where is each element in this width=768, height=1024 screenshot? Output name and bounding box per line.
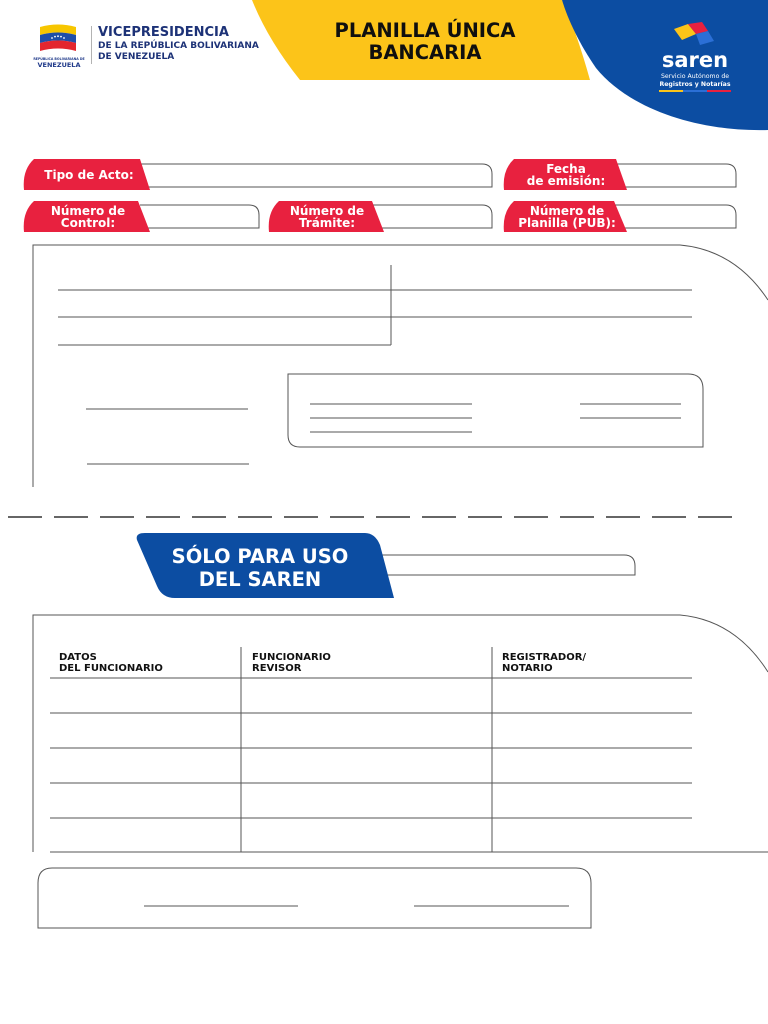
title-line1: PLANILLA ÚNICA [334, 19, 516, 42]
vicepresidencia-line2: DE LA REPÚBLICA BOLIVARIANA [98, 41, 259, 51]
flag-caption-country: VENEZUELA [37, 61, 81, 69]
numero-planilla-line2: Planilla (PUB): [518, 216, 616, 230]
saren-subtitle-line2: Registros y Notarías [659, 80, 731, 88]
column-header-line2: NOTARIO [502, 663, 553, 674]
saren-only-line1: SÓLO PARA USO [171, 545, 349, 568]
title-line2: BANCARIA [368, 41, 482, 64]
saren-wordmark: saren [661, 48, 729, 72]
numero-control-line1: Número de [50, 204, 126, 218]
column-header-line1: REGISTRADOR/ [502, 652, 587, 663]
numero-tramite-line2: Trámite: [298, 216, 356, 230]
tipo-de-acto-label: Tipo de Acto: [44, 168, 134, 182]
fecha-emision-line2: de emisión: [526, 174, 606, 188]
numero-control-line2: Control: [60, 216, 116, 230]
column-header-funcionario-revisor [252, 652, 422, 674]
flag-caption-small: REPÚBLICA BOLIVARIANA DE [33, 57, 85, 61]
column-header-registrador-notario [502, 652, 672, 674]
column-header-line2: REVISOR [252, 663, 302, 674]
column-header-line1: FUNCIONARIO [252, 652, 331, 663]
saren-only-line2: DEL SAREN [198, 568, 322, 591]
fecha-emision-line1: Fecha [546, 162, 586, 176]
table-frame [33, 615, 768, 852]
numero-tramite-line1: Número de [289, 204, 365, 218]
vicepresidencia-line3: DE VENEZUELA [98, 52, 175, 62]
numero-planilla-line1: Número de [529, 204, 605, 218]
bottom-box [38, 868, 591, 928]
column-header-line2: DEL FUNCIONARIO [59, 663, 163, 674]
column-header-line1: DATOS [59, 652, 97, 663]
column-header-datos-funcionario [59, 652, 229, 674]
saren-subtitle-line1: Servicio Autónomo de [660, 73, 730, 80]
vicepresidencia-line1: VICEPRESIDENCIA [98, 25, 229, 40]
